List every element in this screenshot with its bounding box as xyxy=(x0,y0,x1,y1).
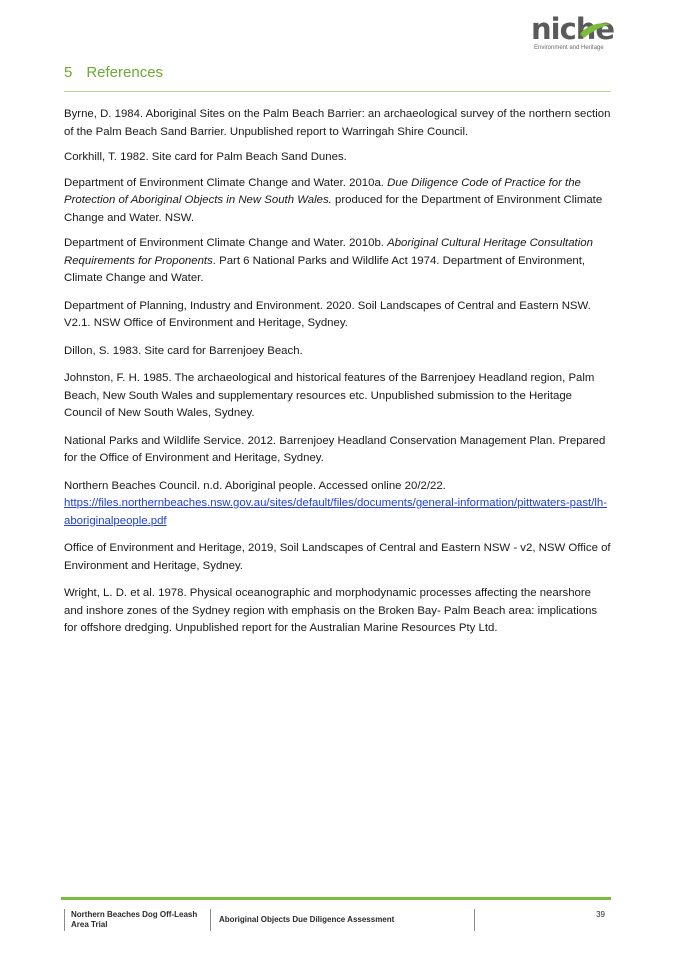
reference-text: Corkhill, T. 1982. Site card for Palm Beach Sand Dunes. xyxy=(64,151,347,163)
footer-project: Northern Beaches Dog Off-Leash Area Trial xyxy=(71,910,198,929)
reference-title: Aboriginal Cultural Heritage Consultation Requirements for Proponents xyxy=(64,237,593,267)
page-number: 39 xyxy=(596,910,605,919)
section-heading xyxy=(64,64,163,81)
heading-rule xyxy=(64,91,611,92)
reference-item xyxy=(64,343,612,361)
reference-text: Department of Planning, Industry and Environment. 2020. Soil Landscapes of Central and Eastern NSW. V2.1. NSW Office of Environment and Heritage, Sydney. xyxy=(64,299,591,329)
reference-text: Department of Environment Climate Change and Water. 2010a. xyxy=(64,176,388,189)
reference-text: Northern Beaches Council. n.d. Aboriginal people. Accessed online 20/2/22. xyxy=(64,479,446,492)
reference-text: Wright, L. D. et al. 1978. Physical oceanographic and morphodynamic processes affecting the nearshore and inshore zones of the Sydney region with emphasis on the Broken Bay- Palm Beach area: implications for offshore dredging. Unpublished report for the Australian Marine Resources Pty Ltd. xyxy=(64,587,598,634)
reference-text: Byrne, D. 1984. Aboriginal Sites on the Palm Beach Barrier: an archaeological survey of the northern section of the Palm Beach Sand Barrier. Unpublished report to Warringah Shire Council. xyxy=(64,108,611,138)
reference-text: National Parks and Wildlife Service. 2012. Barrenjoey Headland Conservation Management Plan. Prepared for the Office of Environment and Heritage, Sydney. xyxy=(64,434,606,464)
reference-item xyxy=(64,106,612,141)
logo-tagline: Environment and Heritage xyxy=(534,45,604,51)
reference-text: Department of Environment Climate Change and Water. 2010b. xyxy=(64,237,388,249)
logo-leaf-icon xyxy=(578,20,612,40)
reference-item xyxy=(64,175,612,228)
footer-report: Aboriginal Objects Due Diligence Assessment xyxy=(219,915,395,924)
reference-item xyxy=(64,370,612,423)
logo-wordmark: niche xyxy=(531,12,615,46)
page-footer xyxy=(64,909,611,933)
section-number: 5 xyxy=(64,64,73,81)
reference-item xyxy=(64,235,612,288)
reference-item xyxy=(64,478,612,531)
reference-list xyxy=(64,106,612,646)
footer-rule xyxy=(61,897,611,900)
reference-item xyxy=(64,585,612,638)
reference-item xyxy=(64,149,612,167)
reference-text: produced for the Department of Environment Climate Change and Water. NSW. xyxy=(64,194,603,224)
section-title: References xyxy=(86,64,164,81)
reference-link[interactable]: https://files.northernbeaches.nsw.gov.au/sites/default/files/documents/general-information/pittwaters-past/lh-aboriginalpeople.pdf xyxy=(64,497,608,527)
reference-text: Dillon, S. 1983. Site card for Barrenjoey Beach. xyxy=(64,344,303,357)
reference-text: Office of Environment and Heritage, 2019, Soil Landscapes of Central and Eastern NSW - v2, NSW Office of Environment and Heritage, Sydney. xyxy=(64,542,611,572)
footer-divider xyxy=(64,909,65,931)
footer-divider xyxy=(210,909,211,931)
reference-title: Due Diligence Code of Practice for the Protection of Aboriginal Objects in New South Wales. xyxy=(64,176,581,206)
reference-text: . Part 6 National Parks and Wildlife Act 1974. Department of Environment, Climate Change and Water. xyxy=(64,254,586,284)
reference-item xyxy=(64,433,612,468)
reference-text: Johnston, F. H. 1985. The archaeological and historical features of the Barrenjoey Headland region, Palm Beach, New South Wales and supplementary resources etc. Unpublished submission to the Heritage Council of New South Wales, Sydney. xyxy=(64,372,595,419)
reference-item xyxy=(64,298,612,333)
footer-divider xyxy=(474,909,475,931)
reference-item xyxy=(64,540,612,575)
niche-logo xyxy=(531,14,617,58)
